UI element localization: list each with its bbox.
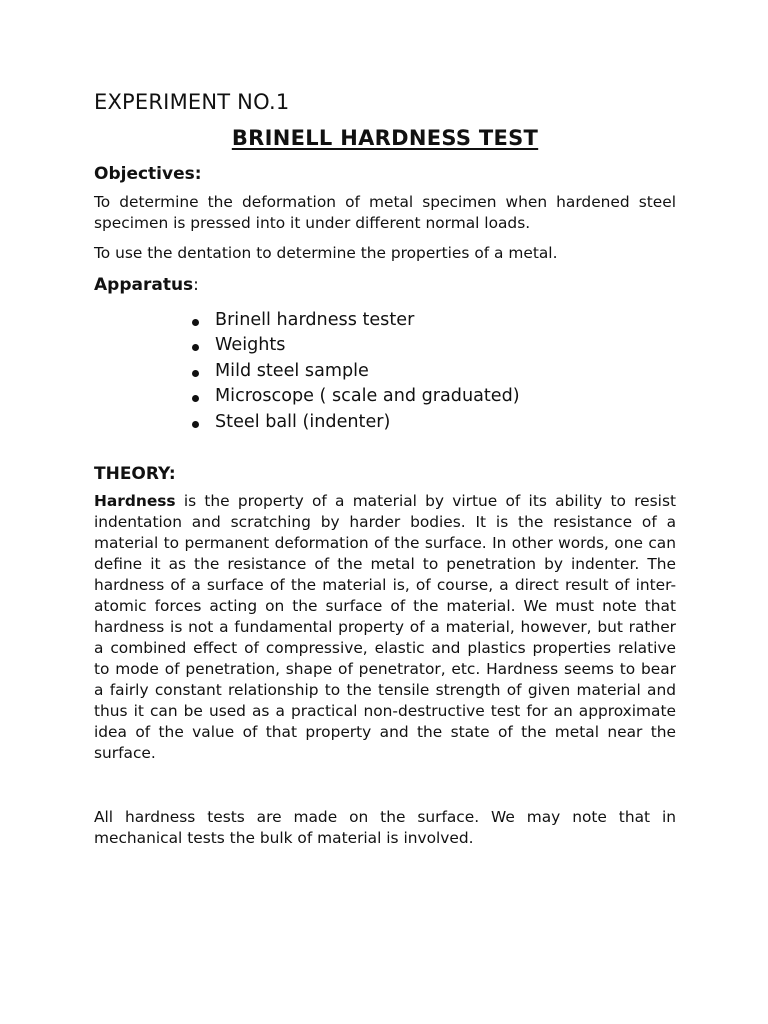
bullet-icon xyxy=(192,344,199,351)
bullet-icon xyxy=(192,370,199,377)
objectives-paragraph-1: To determine the deformation of metal specimen when hardened steel specimen is pressed into it under different normal loads. xyxy=(94,193,676,232)
apparatus-item-text: Microscope ( scale and graduated) xyxy=(215,386,520,407)
theory-paragraph-1-text: is the property of a material by virtue of its ability to resist indentation and scratching by harder bodies. It is the resistance of a material to permanent deformation of the surface. In other words, one can define it as the resistance of the metal to penetration by indenter. The hardness of a surface of the material is, of course, a direct result of inter-atomic forces acting on the surface of the material. We must note that hardness is not a fundamental property of a material, however, but rather a combined effect of compressive, elastic and plastics properties relative to mode of penetration, shape of penetrator, etc. Hardness seems to bear a fairly constant relationship to the tensile strength of given material and thus it can be used as a practical non-destructive test for an approximate idea of the value of that property and the state of the metal near the surface. xyxy=(94,492,676,763)
theory-paragraph-1 xyxy=(94,491,676,764)
objectives-heading: Objectives: xyxy=(94,164,202,184)
apparatus-list xyxy=(94,308,676,435)
theory-heading: THEORY: xyxy=(94,464,176,485)
apparatus-item xyxy=(190,410,676,435)
objectives-section xyxy=(94,162,676,264)
apparatus-item-text: Brinell hardness tester xyxy=(215,310,415,330)
bullet-icon xyxy=(192,421,199,428)
apparatus-section xyxy=(94,273,676,435)
apparatus-item-text: Weights xyxy=(215,335,286,356)
objectives-paragraph-2: To use the dentation to determine the properties of a metal. xyxy=(94,244,558,262)
bullet-icon xyxy=(192,319,199,326)
apparatus-heading-text: Apparatus xyxy=(94,275,194,295)
apparatus-item-text: Mild steel sample xyxy=(215,360,369,381)
theory-paragraph-2: All hardness tests are made on the surface. We may note that in mechanical tests the bulk of material is involved. xyxy=(94,808,676,848)
apparatus-item-text: Steel ball (indenter) xyxy=(215,411,391,432)
apparatus-item xyxy=(190,308,676,333)
theory-lead-term: Hardness xyxy=(94,492,176,511)
apparatus-item xyxy=(190,333,676,358)
apparatus-item xyxy=(190,359,676,384)
experiment-number: EXPERIMENT NO.1 xyxy=(94,90,290,114)
document-title: BRINELL HARDNESS TEST xyxy=(231,126,539,150)
bullet-icon xyxy=(192,395,199,402)
apparatus-heading xyxy=(94,273,676,297)
document-page xyxy=(94,86,676,849)
apparatus-item xyxy=(190,384,676,409)
apparatus-heading-colon: : xyxy=(193,275,199,295)
theory-section xyxy=(94,462,676,849)
